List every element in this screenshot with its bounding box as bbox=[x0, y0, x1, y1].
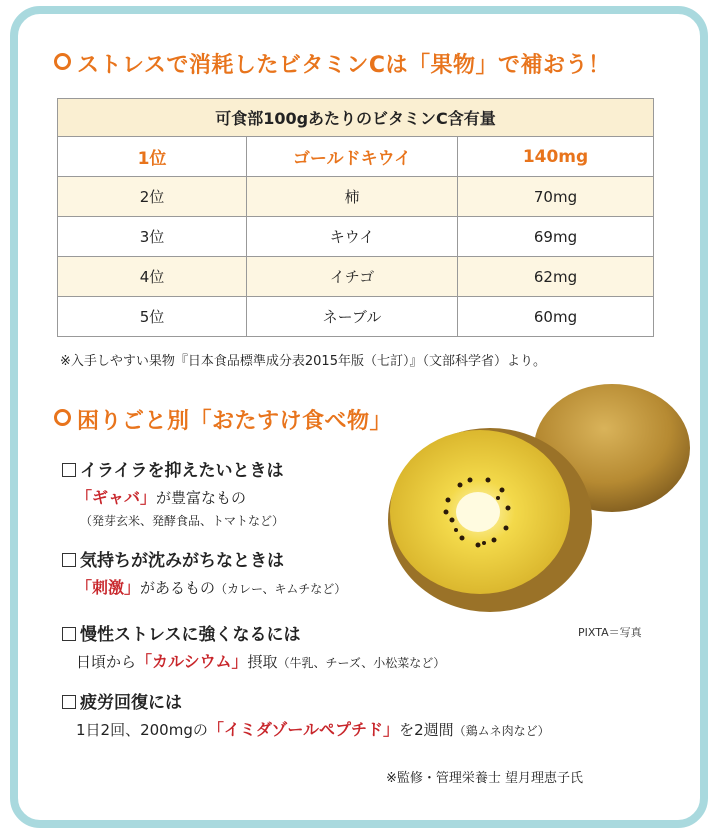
fruit-cell: キウイ bbox=[247, 217, 458, 257]
value-cell: 140mg bbox=[458, 137, 654, 177]
fruit-cell: 柿 bbox=[247, 177, 458, 217]
tip-irritation: イライラを抑えたいときは 「ギャバ」が豊富なもの （発芽玄米、発酵食品、トマトなど） bbox=[62, 456, 284, 529]
rank-cell: 2位 bbox=[58, 177, 247, 217]
source-note: ※入手しやすい果物『日本食品標準成分表2015年版（七訂）』（文部科学省）より。 bbox=[60, 354, 546, 369]
circle-bullet-icon bbox=[54, 409, 71, 426]
table-caption: 可食部100gあたりのビタミンC含有量 bbox=[58, 99, 654, 137]
tip-fatigue: 疲労回復には 1日2回、200mgの「イミダゾールペプチド」を2週間（鶏ムネ肉など） bbox=[62, 688, 550, 740]
table-row bbox=[58, 257, 654, 297]
rank-cell: 3位 bbox=[58, 217, 247, 257]
table-row bbox=[58, 137, 654, 177]
value-cell: 60mg bbox=[458, 297, 654, 337]
rank-cell: 1位 bbox=[58, 137, 247, 177]
table-row bbox=[58, 217, 654, 257]
checkbox-icon bbox=[62, 695, 76, 709]
vitamin-c-table bbox=[57, 98, 654, 337]
checkbox-icon bbox=[62, 627, 76, 641]
kiwi-core bbox=[456, 492, 500, 532]
value-cell: 69mg bbox=[458, 217, 654, 257]
value-cell: 62mg bbox=[458, 257, 654, 297]
circle-bullet-icon bbox=[54, 53, 71, 70]
section1-title: ストレスで消耗したビタミンCは「果物」で補おう！ bbox=[54, 48, 611, 79]
gold-kiwi-image bbox=[380, 380, 690, 630]
fruit-cell: ゴールドキウイ bbox=[247, 137, 458, 177]
checkbox-icon bbox=[62, 463, 76, 477]
table-row bbox=[58, 297, 654, 337]
photo-credit: PIXTA＝写真 bbox=[578, 626, 642, 639]
fruit-cell: ネーブル bbox=[247, 297, 458, 337]
fruit-cell: イチゴ bbox=[247, 257, 458, 297]
supervisor-credit: ※監修・管理栄養士 望月理恵子氏 bbox=[386, 771, 584, 786]
section2-title: 困りごと別「おたすけ食べ物」 bbox=[54, 404, 392, 435]
tip-chronic-stress: 慢性ストレスに強くなるには 日頃から「カルシウム」摂取（牛乳、チーズ、小松菜など） bbox=[62, 620, 445, 672]
rank-cell: 5位 bbox=[58, 297, 247, 337]
rank-cell: 4位 bbox=[58, 257, 247, 297]
value-cell: 70mg bbox=[458, 177, 654, 217]
checkbox-icon bbox=[62, 553, 76, 567]
table-row bbox=[58, 177, 654, 217]
tip-low-mood: 気持ちが沈みがちなときは 「刺激」があるもの（カレー、キムチなど） bbox=[62, 546, 346, 598]
